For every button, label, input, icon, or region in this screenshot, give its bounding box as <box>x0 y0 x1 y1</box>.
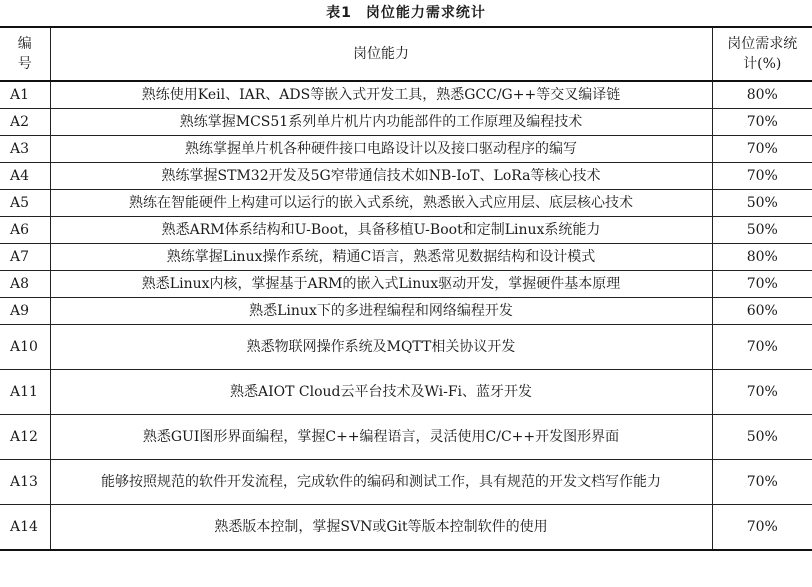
table-row <box>0 81 812 109</box>
row-id: A14 <box>0 505 50 551</box>
row-ability: 熟练掌握STM32开发及5G窄带通信技术如NB-IoT、LoRa等核心技术 <box>50 163 712 190</box>
table-caption <box>0 0 812 26</box>
row-id: A7 <box>0 244 50 271</box>
row-id: A4 <box>0 163 50 190</box>
row-ability: 熟练掌握单片机各种硬件接口电路设计以及接口驱动程序的编写 <box>50 136 712 163</box>
table-row <box>0 163 812 190</box>
table-row <box>0 244 812 271</box>
row-pct: 80% <box>712 81 812 109</box>
header-pct: 岗位需求统计(%) <box>712 27 812 81</box>
row-pct: 50% <box>712 190 812 217</box>
row-pct: 70% <box>712 460 812 505</box>
row-pct: 50% <box>712 217 812 244</box>
table-row <box>0 271 812 298</box>
row-pct: 70% <box>712 325 812 370</box>
row-pct: 70% <box>712 370 812 415</box>
row-pct: 70% <box>712 505 812 551</box>
row-id: A8 <box>0 271 50 298</box>
row-id: A2 <box>0 109 50 136</box>
table-row <box>0 217 812 244</box>
table-row <box>0 190 812 217</box>
table-row <box>0 460 812 505</box>
row-id: A9 <box>0 298 50 325</box>
row-ability: 熟练使用Keil、IAR、ADS等嵌入式开发工具，熟悉GCC/G++等交叉编译链 <box>50 81 712 109</box>
table-row <box>0 370 812 415</box>
table-title: 岗位能力需求统计 <box>365 5 486 21</box>
row-pct: 60% <box>712 298 812 325</box>
row-ability: 熟悉AIOT Cloud云平台技术及Wi-Fi、蓝牙开发 <box>50 370 712 415</box>
row-ability: 熟练在智能硬件上构建可以运行的嵌入式系统，熟悉嵌入式应用层、底层核心技术 <box>50 190 712 217</box>
header-ability: 岗位能力 <box>50 27 712 81</box>
table-row <box>0 136 812 163</box>
row-pct: 80% <box>712 244 812 271</box>
row-ability: 熟悉Linux内核，掌握基于ARM的嵌入式Linux驱动开发，掌握硬件基本原理 <box>50 271 712 298</box>
row-id: A10 <box>0 325 50 370</box>
row-ability: 熟练掌握Linux操作系统，精通C语言，熟悉常见数据结构和设计模式 <box>50 244 712 271</box>
row-id: A6 <box>0 217 50 244</box>
row-ability: 熟悉Linux下的多进程编程和网络编程开发 <box>50 298 712 325</box>
row-ability: 熟练掌握MCS51系列单片机片内功能部件的工作原理及编程技术 <box>50 109 712 136</box>
row-id: A13 <box>0 460 50 505</box>
row-id: A3 <box>0 136 50 163</box>
row-ability: 能够按照规范的软件开发流程，完成软件的编码和测试工作，具有规范的开发文档写作能力 <box>50 460 712 505</box>
table-row <box>0 298 812 325</box>
header-id: 编号 <box>0 27 50 81</box>
ability-table <box>0 26 812 551</box>
row-ability: 熟悉ARM体系结构和U-Boot，具备移植U-Boot和定制Linux系统能力 <box>50 217 712 244</box>
row-id: A1 <box>0 81 50 109</box>
row-pct: 70% <box>712 109 812 136</box>
row-id: A5 <box>0 190 50 217</box>
table-number: 表1 <box>326 5 352 21</box>
row-pct: 70% <box>712 163 812 190</box>
table-row <box>0 415 812 460</box>
table-row <box>0 325 812 370</box>
row-pct: 50% <box>712 415 812 460</box>
row-id: A11 <box>0 370 50 415</box>
table-row <box>0 109 812 136</box>
header-row <box>0 27 812 81</box>
table-row <box>0 505 812 551</box>
row-pct: 70% <box>712 136 812 163</box>
row-id: A12 <box>0 415 50 460</box>
row-pct: 70% <box>712 271 812 298</box>
row-ability: 熟悉物联网操作系统及MQTT相关协议开发 <box>50 325 712 370</box>
row-ability: 熟悉版本控制，掌握SVN或Git等版本控制软件的使用 <box>50 505 712 551</box>
row-ability: 熟悉GUI图形界面编程，掌握C++编程语言，灵活使用C/C++开发图形界面 <box>50 415 712 460</box>
